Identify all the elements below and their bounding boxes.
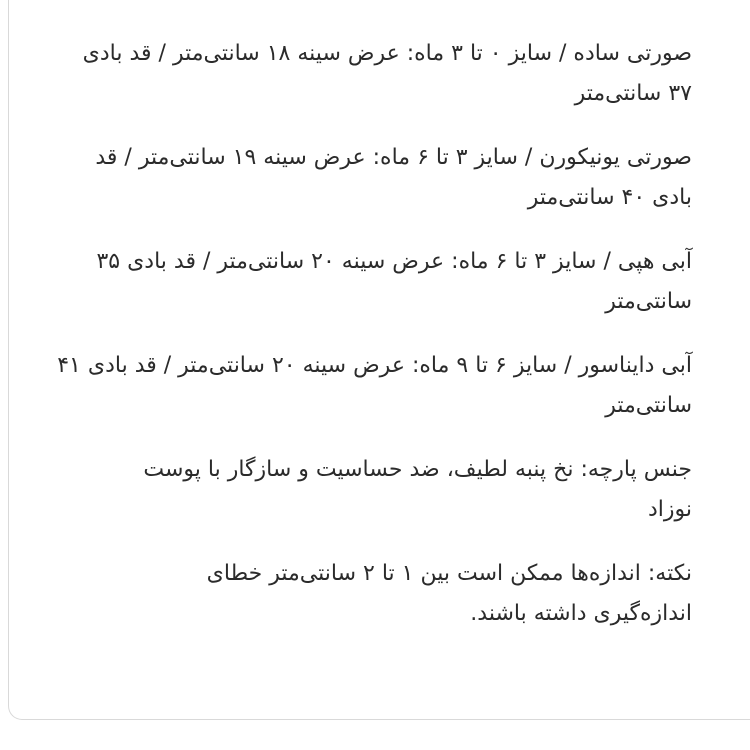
product-description-text	[57, 0, 692, 658]
size-item-pink-unicorn: صورتی یونیکورن / سایز ۳ تا ۶ ماه: عرض سینه ۱۹ سانتی‌متر / قد بادی ۴۰ سانتی‌متر	[95, 145, 692, 210]
size-item-pink-plain: صورتی ساده / سایز ۰ تا ۳ ماه: عرض سینه ۱۸ سانتی‌متر / قد بادی ۳۷ سانتی‌متر	[82, 41, 692, 106]
fabric-info: جنس پارچه: نخ پنبه لطیف، ضد حساسیت و سازگار با پوست نوزاد	[143, 457, 692, 522]
size-item-blue-happy: آبی هپی / سایز ۳ تا ۶ ماه: عرض سینه ۲۰ سانتی‌متر / قد بادی ۳۵ سانتی‌متر	[96, 249, 692, 314]
product-description-card	[8, 0, 750, 720]
measurement-note: نکته: اندازه‌ها ممکن است بین ۱ تا ۲ سانتی‌متر خطای اندازه‌گیری داشته باشند.	[206, 561, 692, 626]
spacer	[57, 0, 692, 34]
size-item-blue-dinosaur: آبی دایناسور / سایز ۶ تا ۹ ماه: عرض سینه ۲۰ سانتی‌متر / قد بادی ۴۱ سانتی‌متر	[57, 353, 692, 418]
